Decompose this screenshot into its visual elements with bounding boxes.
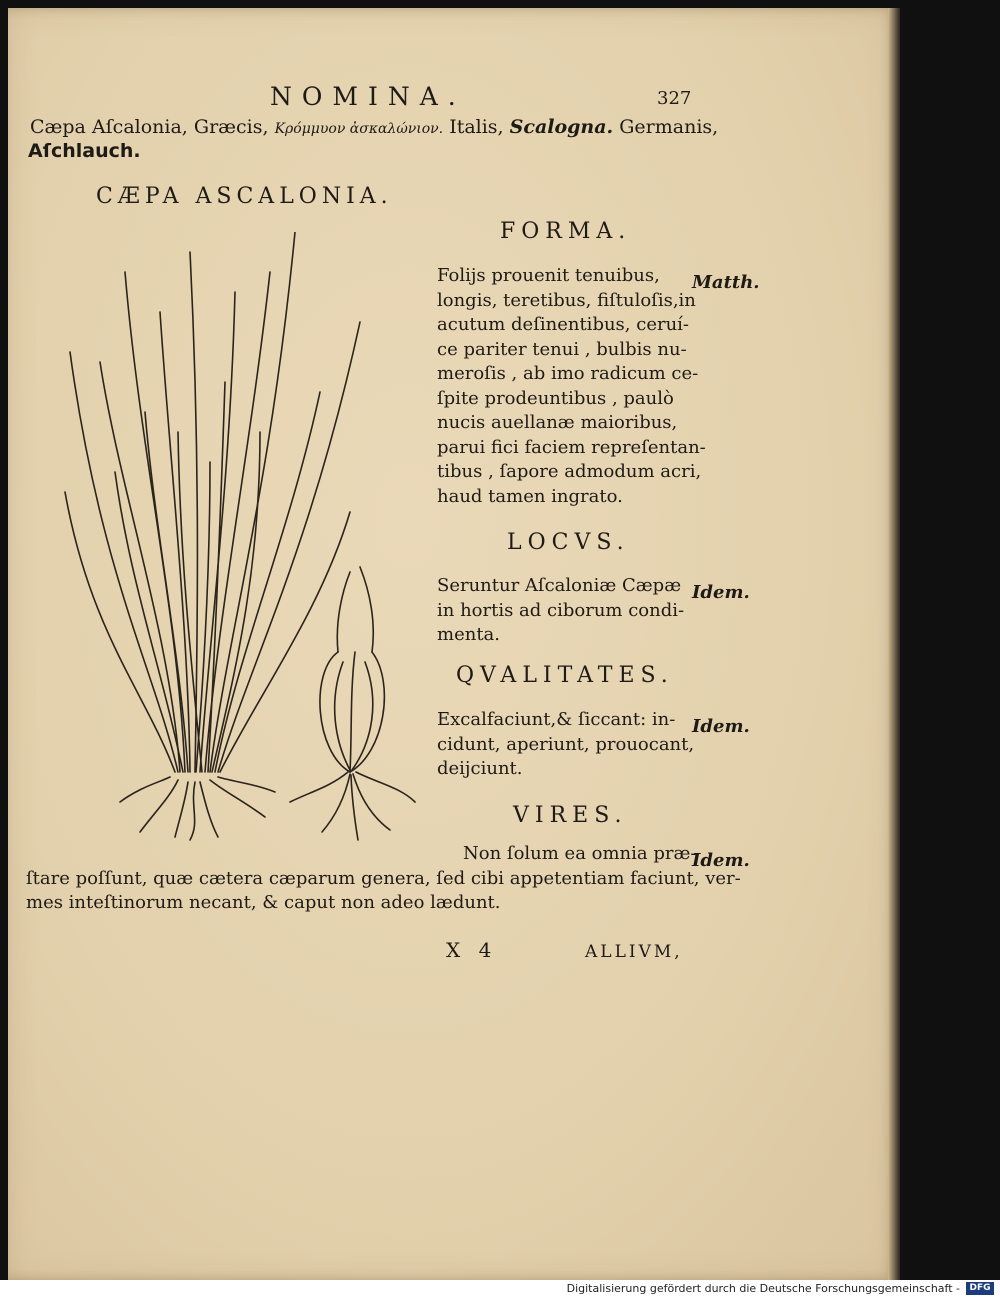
margin-note-forma: Matth.	[692, 272, 760, 293]
latin-name: Cæpa Aſcalonia,	[30, 116, 188, 138]
text-line: parui fici faciem repreſentan-	[437, 436, 706, 458]
text-line: meroſis , ab imo radicum ce-	[437, 363, 699, 384]
germanis-label: Germanis,	[619, 116, 719, 138]
text-line: menta.	[437, 624, 500, 645]
text-line: acutum deſinentibus, ceruí-	[437, 314, 690, 335]
text-line: Seruntur Aſcaloniæ Cæpæ	[437, 575, 682, 596]
forma-paragraph	[437, 264, 706, 509]
page-number: 327	[657, 88, 692, 109]
running-title: NOMINA.	[270, 82, 466, 111]
italis-label: Italis,	[449, 116, 504, 138]
text-line: in hortis ad ciborum condi-	[437, 599, 685, 621]
text-line: ce pariter tenui , bulbis nu-	[437, 338, 687, 360]
names-line	[30, 116, 718, 138]
heading-qualitates: QVALITATES.	[456, 663, 674, 688]
text-line: tibus , ſapore admodum acri,	[437, 461, 702, 482]
dfg-logo: DFG	[966, 1282, 994, 1295]
text-line: mes inteſtinorum necant, & caput non adeo lædunt.	[26, 892, 501, 913]
text-line: haud tamen ingrato.	[437, 485, 623, 507]
greek-name: Κρόμμυον ἀσκαλώνιον.	[274, 121, 444, 137]
margin-note-vires: Idem.	[692, 850, 750, 871]
margin-note-locus: Idem.	[692, 582, 750, 603]
catchword: ALLIVM,	[585, 942, 683, 962]
page-edge	[888, 8, 900, 1280]
graecis-label: Græcis,	[193, 116, 269, 138]
heading-locus: LOCVS.	[507, 530, 630, 555]
locus-paragraph	[437, 574, 684, 648]
woodcut-illustration	[60, 232, 430, 842]
german-name: Aſchlauch.	[28, 140, 141, 162]
leek-plant-drawing	[65, 232, 360, 840]
text-line: Non ſolum ea omnia præ-	[463, 843, 697, 864]
italian-name: Scalogna.	[509, 116, 614, 138]
vires-paragraph	[26, 842, 741, 916]
credit-text: Digitalisierung gefördert durch die Deutsche Forschungsgemeinschaft -	[566, 1282, 960, 1295]
bulb-drawing	[290, 567, 415, 840]
text-line: Excalfaciunt,& ſiccant: in-	[437, 709, 676, 730]
text-line: cidunt, aperiunt, prouocant,	[437, 733, 695, 755]
qualitates-paragraph	[437, 708, 694, 782]
text-line: ſtare poſſunt, quæ cætera cæparum genera, ſed cibi appetentiam faciunt, ver-	[26, 867, 741, 889]
text-line: ſpite prodeuntibus , paulò	[437, 387, 674, 409]
signature-mark: X 4	[446, 938, 498, 962]
text-line: longis, teretibus, fiſtuloſis,in	[437, 289, 696, 311]
heading-vires: VIRES.	[513, 803, 628, 828]
text-line: nucis auellanæ maioribus,	[437, 412, 678, 433]
plant-title: CÆPA ASCALONIA.	[96, 184, 393, 209]
margin-note-qualitates: Idem.	[692, 716, 750, 737]
heading-forma: FORMA.	[500, 219, 632, 244]
text-line: deijciunt.	[437, 758, 523, 779]
text-line: Folijs prouenit tenuibus,	[437, 265, 660, 286]
